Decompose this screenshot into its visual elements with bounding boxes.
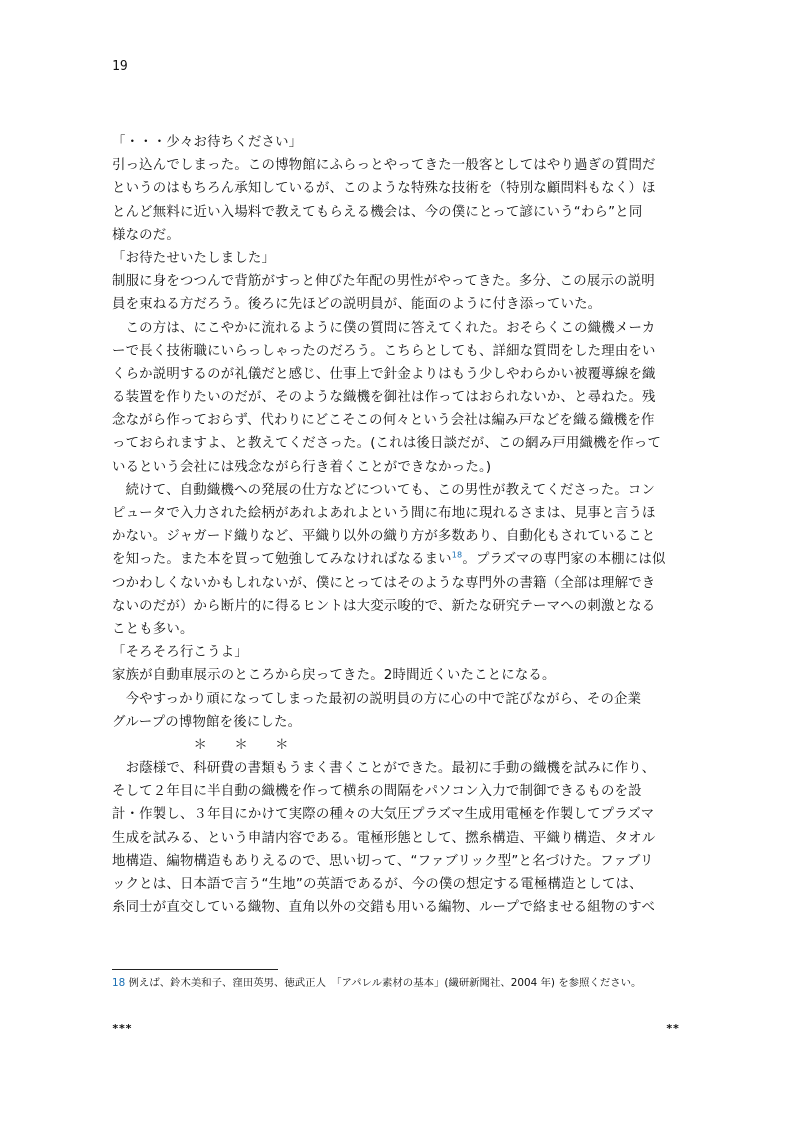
text-line: つかわしくないかもしれないが、僕にとってはそのような専門外の書籍（全部は理解でき [112, 575, 656, 591]
footnote-number: 18 [112, 977, 126, 989]
text-segment: 。プラズマの専門家の本棚には似 [462, 552, 666, 568]
text-line: 家族が自動車展示のところから戻ってきた。2時間近くいたことになる。 [112, 668, 556, 684]
text-line: 引っ込んでしまった。この博物館にふらっとやってきた一般客としてはやり過ぎの質問だ [112, 158, 656, 174]
text-segment: を知った。また本を買って勉強してみなければなるまい [112, 552, 452, 568]
footer-left-mark: *** [112, 1022, 132, 1035]
text-line: 「そろそろ行こうよ」 [112, 645, 248, 661]
text-line: 続けて、自動織機への発展の仕方などについても、この男性が教えてくださった。コン [112, 482, 656, 498]
text-line: る装置を作りたいのだが、そのような織機を御社は作ってはおられないか、と尋ねた。残 [112, 390, 656, 406]
text-line: いるという会社には残念ながら行き着くことができなかった。) [112, 459, 492, 475]
text-line: ピュータで入力された絵柄があれよあれよという間に布地に現れるさまは、見事と言うほ [112, 506, 656, 521]
text-line: 様なのだ。 [112, 227, 180, 243]
footer-right-mark: ** [666, 1022, 680, 1035]
text-line: 「お待たせいたしました」 [112, 250, 276, 266]
text-line: っておられますよ、と教えてくださった。(これは後日談だが、この網み戸用織機を作って [112, 436, 662, 452]
text-line: この方は、にこやかに流れるように僕の質問に答えてくれた。おそらくこの織機メーカ [112, 320, 656, 336]
text-line: ないのだが）から断片的に得るヒントは大変示唆的で、新たな研究テーマへの刺激となる [112, 598, 656, 614]
text-line: そして２年目に半自動の織機を作って横糸の間隔をパソコン入力で制御できるものを設 [112, 784, 642, 800]
text-line: くらか説明するのが礼儀だと感じ、仕事上で針金よりはもう少しやわらかい被覆導線を織 [112, 366, 656, 382]
section-separator: ＊ ＊ ＊ [112, 737, 289, 753]
text-line: グループの博物館を後にした。 [112, 714, 302, 730]
text-line: とんど無料に近い入場料で教えてもらえる機会は、今の僕にとって諺にいう“わら”と同 [112, 204, 643, 220]
text-line: 糸同士が直交している織物、直角以外の交錯も用いる編物、ループで絡ませる組物のすべ [112, 900, 656, 916]
text-line: お蔭様で、科研費の書類もうまく書くことができた。最初に手動の織機を試みに作り、 [112, 761, 656, 777]
text-line: 生成を試みる、という申請内容である。電極形態として、撚糸構造、平織り構造、タオル [112, 830, 656, 846]
footnote-reference[interactable]: 18 [451, 550, 463, 560]
text-line: 今やすっかり頑になってしまった最初の説明員の方に心の中で詫びながら、その企業 [112, 691, 642, 707]
text-line: というのはもちろん承知しているが、このような特殊な技術を（特別な顧問料もなく）ほ [112, 181, 656, 197]
text-line-with-footnote [112, 548, 684, 571]
text-line: 地構造、編物構造もありえるので、思い切って、“ファブリック型”と名づけた。ファブリ [112, 853, 654, 869]
text-line: 念ながら作っておらず、代わりにどこそこの何々という会社は編み戸などを織る織機を作 [112, 413, 655, 429]
text-line: 「・・・少々お待ちください」 [112, 135, 303, 150]
footnote-divider [112, 969, 278, 970]
text-line: 計・作製し、３年目にかけて実際の種々の大気圧プラズマ生成用電極を作製してプラズマ [112, 807, 655, 823]
text-line: ーで長く技術職にいらっしゃったのだろう。こちらとしても、詳細な質問をした理由をい [112, 343, 656, 359]
text-line: 員を束ねる方だろう。後ろに先ほどの説明員が、能面のように付き添っていた。 [112, 297, 602, 313]
text-line: 制服に身をつつんで背筋がすっと伸びた年配の男性がやってきた。多分、この展示の説明 [112, 274, 655, 290]
footnote [112, 976, 684, 992]
body-text [112, 131, 684, 919]
text-line: ックとは、日本語で言う“生地”の英語であるが、今の僕の想定する電極構造としては、 [112, 877, 643, 892]
footnote-text: 例えば、鈴木美和子、窪田英男、徳武正人 「アパレル素材の基本」(繊研新聞社、2004 年) を参照ください。 [128, 977, 642, 989]
text-line: ことも多い。 [112, 621, 194, 637]
page-number: 19 [112, 59, 128, 74]
text-line: かない。ジャガード織りなど、平織り以外の織り方が多数あり、自動化もされていること [112, 529, 656, 545]
